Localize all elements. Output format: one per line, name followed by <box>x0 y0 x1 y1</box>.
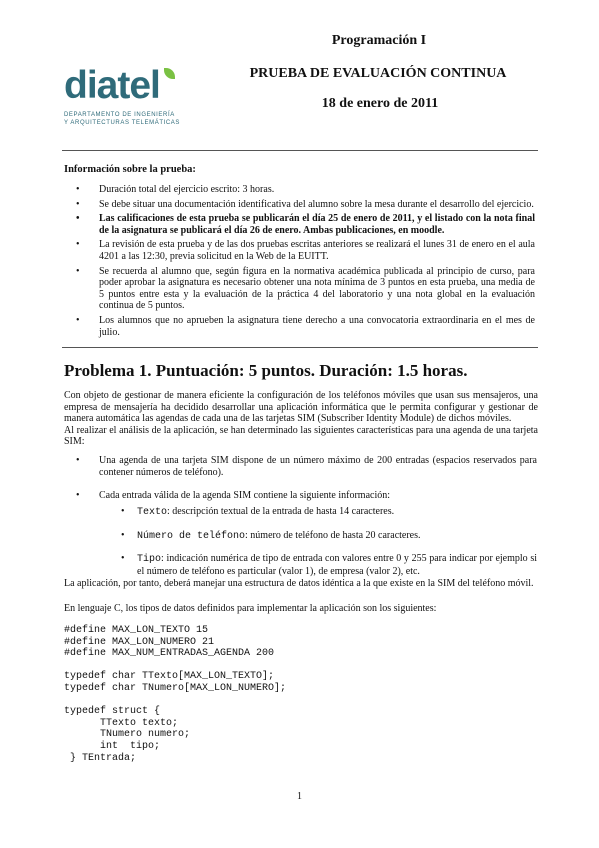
info-item: • Las calificaciones de esta prueba se publicarán el día 25 de enero de 2011, y el listado con la nota final de la asignatura se publicará el día 26 de enero. Ambas publicaciones, en moodle. <box>76 213 535 236</box>
diatel-logo: diatel <box>64 64 160 107</box>
logo-subtitle <box>64 111 180 127</box>
feature-item: • Una agenda de una tarjeta SIM dispone de un número máximo de 200 entradas (espacios reservados para contener números de teléfono). <box>76 455 537 478</box>
header-divider <box>62 150 538 151</box>
bullet-icon: • <box>76 213 80 225</box>
bullet-icon: • <box>76 239 80 251</box>
field-name: Texto <box>137 507 168 518</box>
problem-title: Problema 1. Puntuación: 5 puntos. Duración: 1.5 horas. <box>64 361 468 380</box>
bullet-icon: • <box>76 198 80 210</box>
info-item: • Se recuerda al alumno que, según figura en la normativa académica publicada al principio de curso, para poder aprobar la asignatura es necesario obtener una nota mínima de 3 puntos en esta prueba, una media de 5 puntos entre esta y la evaluación de la práctica 4 del laboratorio y una nota global en la evaluación continua de 5 puntos. <box>76 265 535 312</box>
field-item: • Número de teléfono: número de teléfono de hasta 20 caracteres. <box>121 529 421 542</box>
page-number: 1 <box>297 791 302 802</box>
logo-leaf-icon <box>164 68 175 79</box>
field-name: Tipo <box>137 554 162 566</box>
bullet-icon: • <box>121 553 125 565</box>
bullet-icon: • <box>76 455 80 466</box>
field-item: • Texto: descripción textual de la entrada de hasta 14 caracteres. <box>121 506 395 518</box>
info-item: • Se debe situar una documentación identificativa del alumno sobre la mesa durante el desarrollo del ejercicio. <box>76 198 534 210</box>
info-item: • Los alumnos que no aprueben la asignatura tiene derecho a una convocatoria extraordinaria en el mes de julio. <box>76 314 535 338</box>
code-block <box>64 625 286 764</box>
exam-title: PRUEBA DE EVALUACIÓN CONTINUA <box>249 66 507 81</box>
intro-paragraph-2: Al realizar el análisis de la aplicación, se han determinado las siguientes características para una agenda de una tarjeta SIM: <box>64 424 538 448</box>
bullet-icon: • <box>121 529 125 541</box>
exam-date: 18 de enero de 2011 <box>321 96 439 111</box>
info-item: • La revisión de esta prueba y de las dos pruebas escritas anteriores se realizará el lunes 31 de enero en el aula 4201 a las 12:30, previa solicitud en la Web de la EUITT. <box>76 239 535 262</box>
field-name: Número de teléfono <box>137 530 246 542</box>
bullet-icon: • <box>76 265 80 277</box>
course-title: Programación I <box>331 33 427 48</box>
logo-subtitle-line1: DEPARTAMENTO DE INGENIERÍA <box>64 112 175 118</box>
bullet-icon: • <box>76 314 80 326</box>
logo-subtitle-line2: Y ARQUITECTURAS TELEMÁTICAS <box>64 120 180 126</box>
info-item: • Duración total del ejercicio escrito: 3 horas. <box>76 184 275 195</box>
field-item: • Tipo: indicación numérica de tipo de entrada con valores entre 0 y 255 para indicar por ejemplo si el número de teléfono es particular (valor 1), de empresa (valor 2), etc. <box>121 553 537 577</box>
bullet-icon: • <box>76 184 80 195</box>
problem-intro <box>64 390 538 448</box>
code-text: #define MAX_LON_TEXTO 15 #define MAX_LON_NUMERO 21 #define MAX_NUM_ENTRADAS_AGENDA 200 typedef char TTexto[MAX_LON_TEXTO]; typedef char TNumero[MAX_LON_NUMERO]; typedef struct { TTexto texto; TNumero numero; int tipo; } TEntrada; <box>64 625 287 764</box>
structure-paragraph: La aplicación, por tanto, deberá manejar una estructura de datos idéntica a la que existe en la SIM del teléfono móvil. <box>64 578 534 589</box>
feature-item: • Cada entrada válida de la agenda SIM contiene la siguiente información: <box>76 490 391 502</box>
features-list <box>76 455 537 514</box>
info-title: Información sobre la prueba: <box>64 164 196 175</box>
intro-paragraph-1: Con objeto de gestionar de manera eficiente la configuración de los teléfonos móviles que usan sus mensajeros, una empresa de mensajería ha decidido desarrollar una aplicación informática que le permita configurar y gestionar de manera automática las agendas de cada una de las tarjetas SIM (Subscriber Identity Module) de dichos móviles. <box>64 390 538 425</box>
info-divider <box>62 347 538 348</box>
types-paragraph: En lenguaje C, los tipos de datos definidos para implementar la aplicación son los siguientes: <box>64 603 437 614</box>
fields-list <box>121 506 537 588</box>
info-list <box>76 184 535 341</box>
bullet-icon: • <box>121 506 125 517</box>
bullet-icon: • <box>76 490 80 502</box>
